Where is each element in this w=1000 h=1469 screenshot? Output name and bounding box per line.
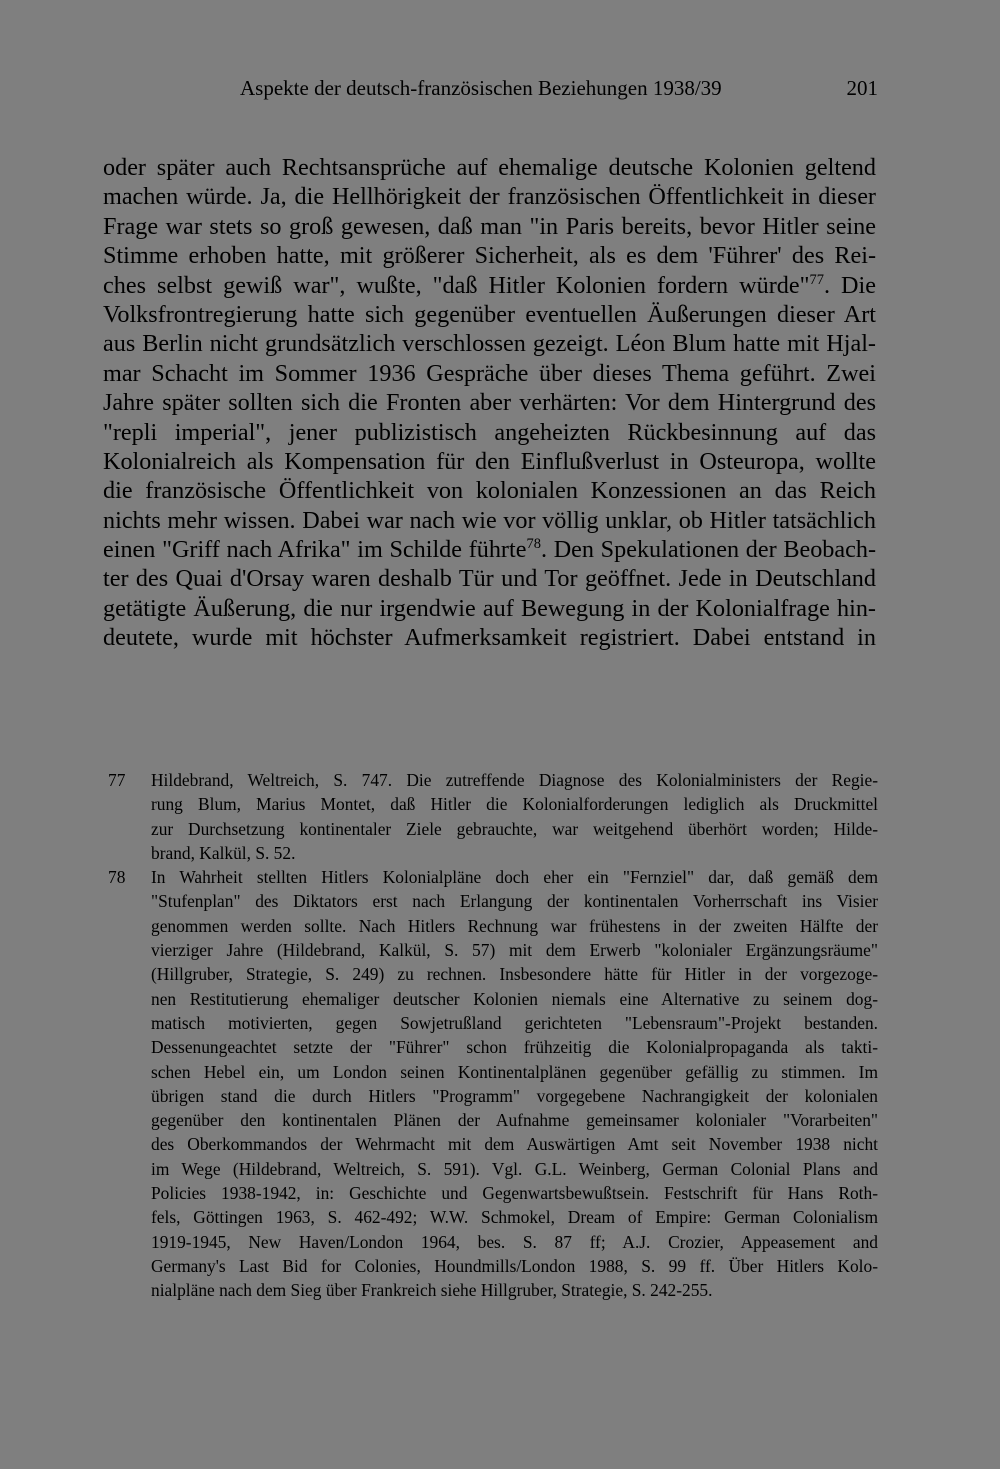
footnote-line: vierziger Jahre (Hildebrand, Kalkül, S. 57) mit dem Erwerb "kolonialer Ergänzungsräume" [151,940,878,961]
body-line: Stimme erhoben hatte, mit größerer Sicherheit, als es dem 'Führer' des Rei- [103,242,876,270]
body-line-tail: . Den Spekulationen der Beobach- [540,536,876,564]
body-line-with-footnote-ref [103,535,876,564]
footnote-line: schen Hebel ein, um London seinen Kontinentalplänen gegenüber gefällig zu stimmen. Im [151,1061,878,1082]
body-line-text: ches selbst gewiß war", wußte, "daß Hitler Kolonien fordern würde" [103,271,810,299]
footnote-line: des Oberkommandos der Wehrmacht mit dem Auswärtigen Amt seit November 1938 nicht [151,1134,878,1155]
footnote-77 [108,768,878,865]
footnote-line: im Wege (Hildebrand, Weltreich, S. 591). Vgl. G.L. Weinberg, German Colonial Plans and [151,1158,878,1179]
footnote-line: nialpläne nach dem Sieg über Frankreich siehe Hillgruber, Strategie, S. 242-255. [151,1280,713,1301]
running-head [100,76,880,106]
footnote-line: genommen werden sollte. Nach Hitlers Rechnung war frühestens in der zweiten Hälfte der [151,915,878,936]
body-line: deutete, wurde mit höchster Aufmerksamkeit registriert. Dabei entstand in [103,624,876,652]
body-line: die französische Öffentlichkeit von kolonialen Konzessionen an das Reich [103,477,876,505]
body-line: ter des Quai d'Orsay waren deshalb Tür und Tor geöffnet. Jede in Deutschland [103,565,876,593]
body-line: "repli imperial", jener publizistisch angeheizten Rückbesinnung auf das [103,418,876,446]
footnote-line: fels, Göttingen 1963, S. 462-492; W.W. Schmokel, Dream of Empire: German Colonialism [151,1207,878,1228]
footnote-line: rung Blum, Marius Montet, daß Hitler die Kolonialforderungen lediglich als Druckmittel [151,794,878,815]
body-line-with-footnote-ref [103,271,876,300]
footnote-number: 77 [108,770,126,790]
body-line: Frage war stets so groß gewesen, daß man "in Paris bereits, bevor Hitler seine [103,212,876,240]
body-line: getätigte Äußerung, die nur irgendwie auf Bewegung in der Kolonialfrage hin- [103,594,876,622]
footnote-line: Dessenungeachtet setzte der "Führer" schon frühzeitig die Kolonialpropaganda als takti- [151,1037,878,1058]
body-text [103,153,876,653]
footnote-78 [108,865,878,1302]
footnote-line: "Stufenplan" des Diktators erst nach Erlangung der kontinentalen Vorherrschaft ins Visier [151,891,878,912]
footnote-line: gegenüber den kontinentalen Plänen der Aufnahme gemeinsamer kolonialer "Vorarbeiten" [151,1110,878,1131]
footnote-line: nen Restitutierung ehemaliger deutscher Kolonien niemals eine Alternative zu seinem dog- [151,988,878,1009]
body-line: mar Schacht im Sommer 1936 Gespräche über dieses Thema geführt. Zwei [103,359,876,387]
body-line: Volksfrontregierung hatte sich gegenüber eventuellen Äußerungen dieser Art [103,300,876,328]
footnote-number: 78 [108,867,126,888]
body-line-tail: . Die [823,271,876,299]
body-line: Kolonialreich als Kompensation für den Einflußverlust in Osteuropa, wollte [103,447,876,475]
footnote-line: Germany's Last Bid for Colonies, Houndmills/London 1988, S. 99 ff. Über Hitlers Kolo- [151,1255,878,1276]
body-line: aus Berlin nicht grundsätzlich verschlossen gezeigt. Léon Blum hatte mit Hjal- [103,330,876,358]
footnote-line: In Wahrheit stellten Hitlers Kolonialpläne doch eher ein "Fernziel" dar, daß gemäß dem [151,867,878,888]
body-line-text: einen "Griff nach Afrika" im Schilde führte [103,536,527,564]
footnote-line: übrigen stand die durch Hitlers "Programm" vorgegebene Nachrangigkeit der kolonialen [151,1085,878,1106]
running-title: Aspekte der deutsch-französischen Beziehungen 1938/39 [240,76,722,100]
body-line: machen würde. Ja, die Hellhörigkeit der französischen Öffentlichkeit in dieser [103,183,876,211]
footnote-line: Policies 1938-1942, in: Geschichte und Gegenwartsbewußtsein. Festschrift für Hans Roth- [151,1183,878,1204]
page-number: 201 [846,76,878,100]
footnote-ref-77[interactable]: 77 [809,271,824,288]
footnotes [108,768,878,1303]
footnote-line: brand, Kalkül, S. 52. [151,842,296,863]
body-line: oder später auch Rechtsansprüche auf ehemalige deutsche Kolonien geltend [103,154,876,181]
body-line: Jahre später sollten sich die Fronten aber verhärten: Vor dem Hintergrund des [103,389,876,417]
footnote-line: (Hillgruber, Strategie, S. 249) zu rechnen. Insbesondere hätte für Hitler in der vorgezoge- [151,964,878,985]
footnote-line: Hildebrand, Weltreich, S. 747. Die zutreffende Diagnose des Kolonialministers der Regie- [151,770,878,790]
footnote-line: zur Durchsetzung kontinentaler Ziele gebrauchte, war weitgehend überhört worden; Hilde- [151,818,878,839]
footnote-ref-78[interactable]: 78 [526,536,541,553]
body-line: nichts mehr wissen. Dabei war nach wie vor völlig unklar, ob Hitler tatsächlich [103,506,876,534]
footnote-line: 1919-1945, New Haven/London 1964, bes. S. 87 ff; A.J. Crozier, Appeasement and [151,1231,878,1252]
footnote-line: matisch motivierten, gegen Sowjetrußland gerichteten "Lebensraum"-Projekt bestanden. [151,1012,878,1033]
